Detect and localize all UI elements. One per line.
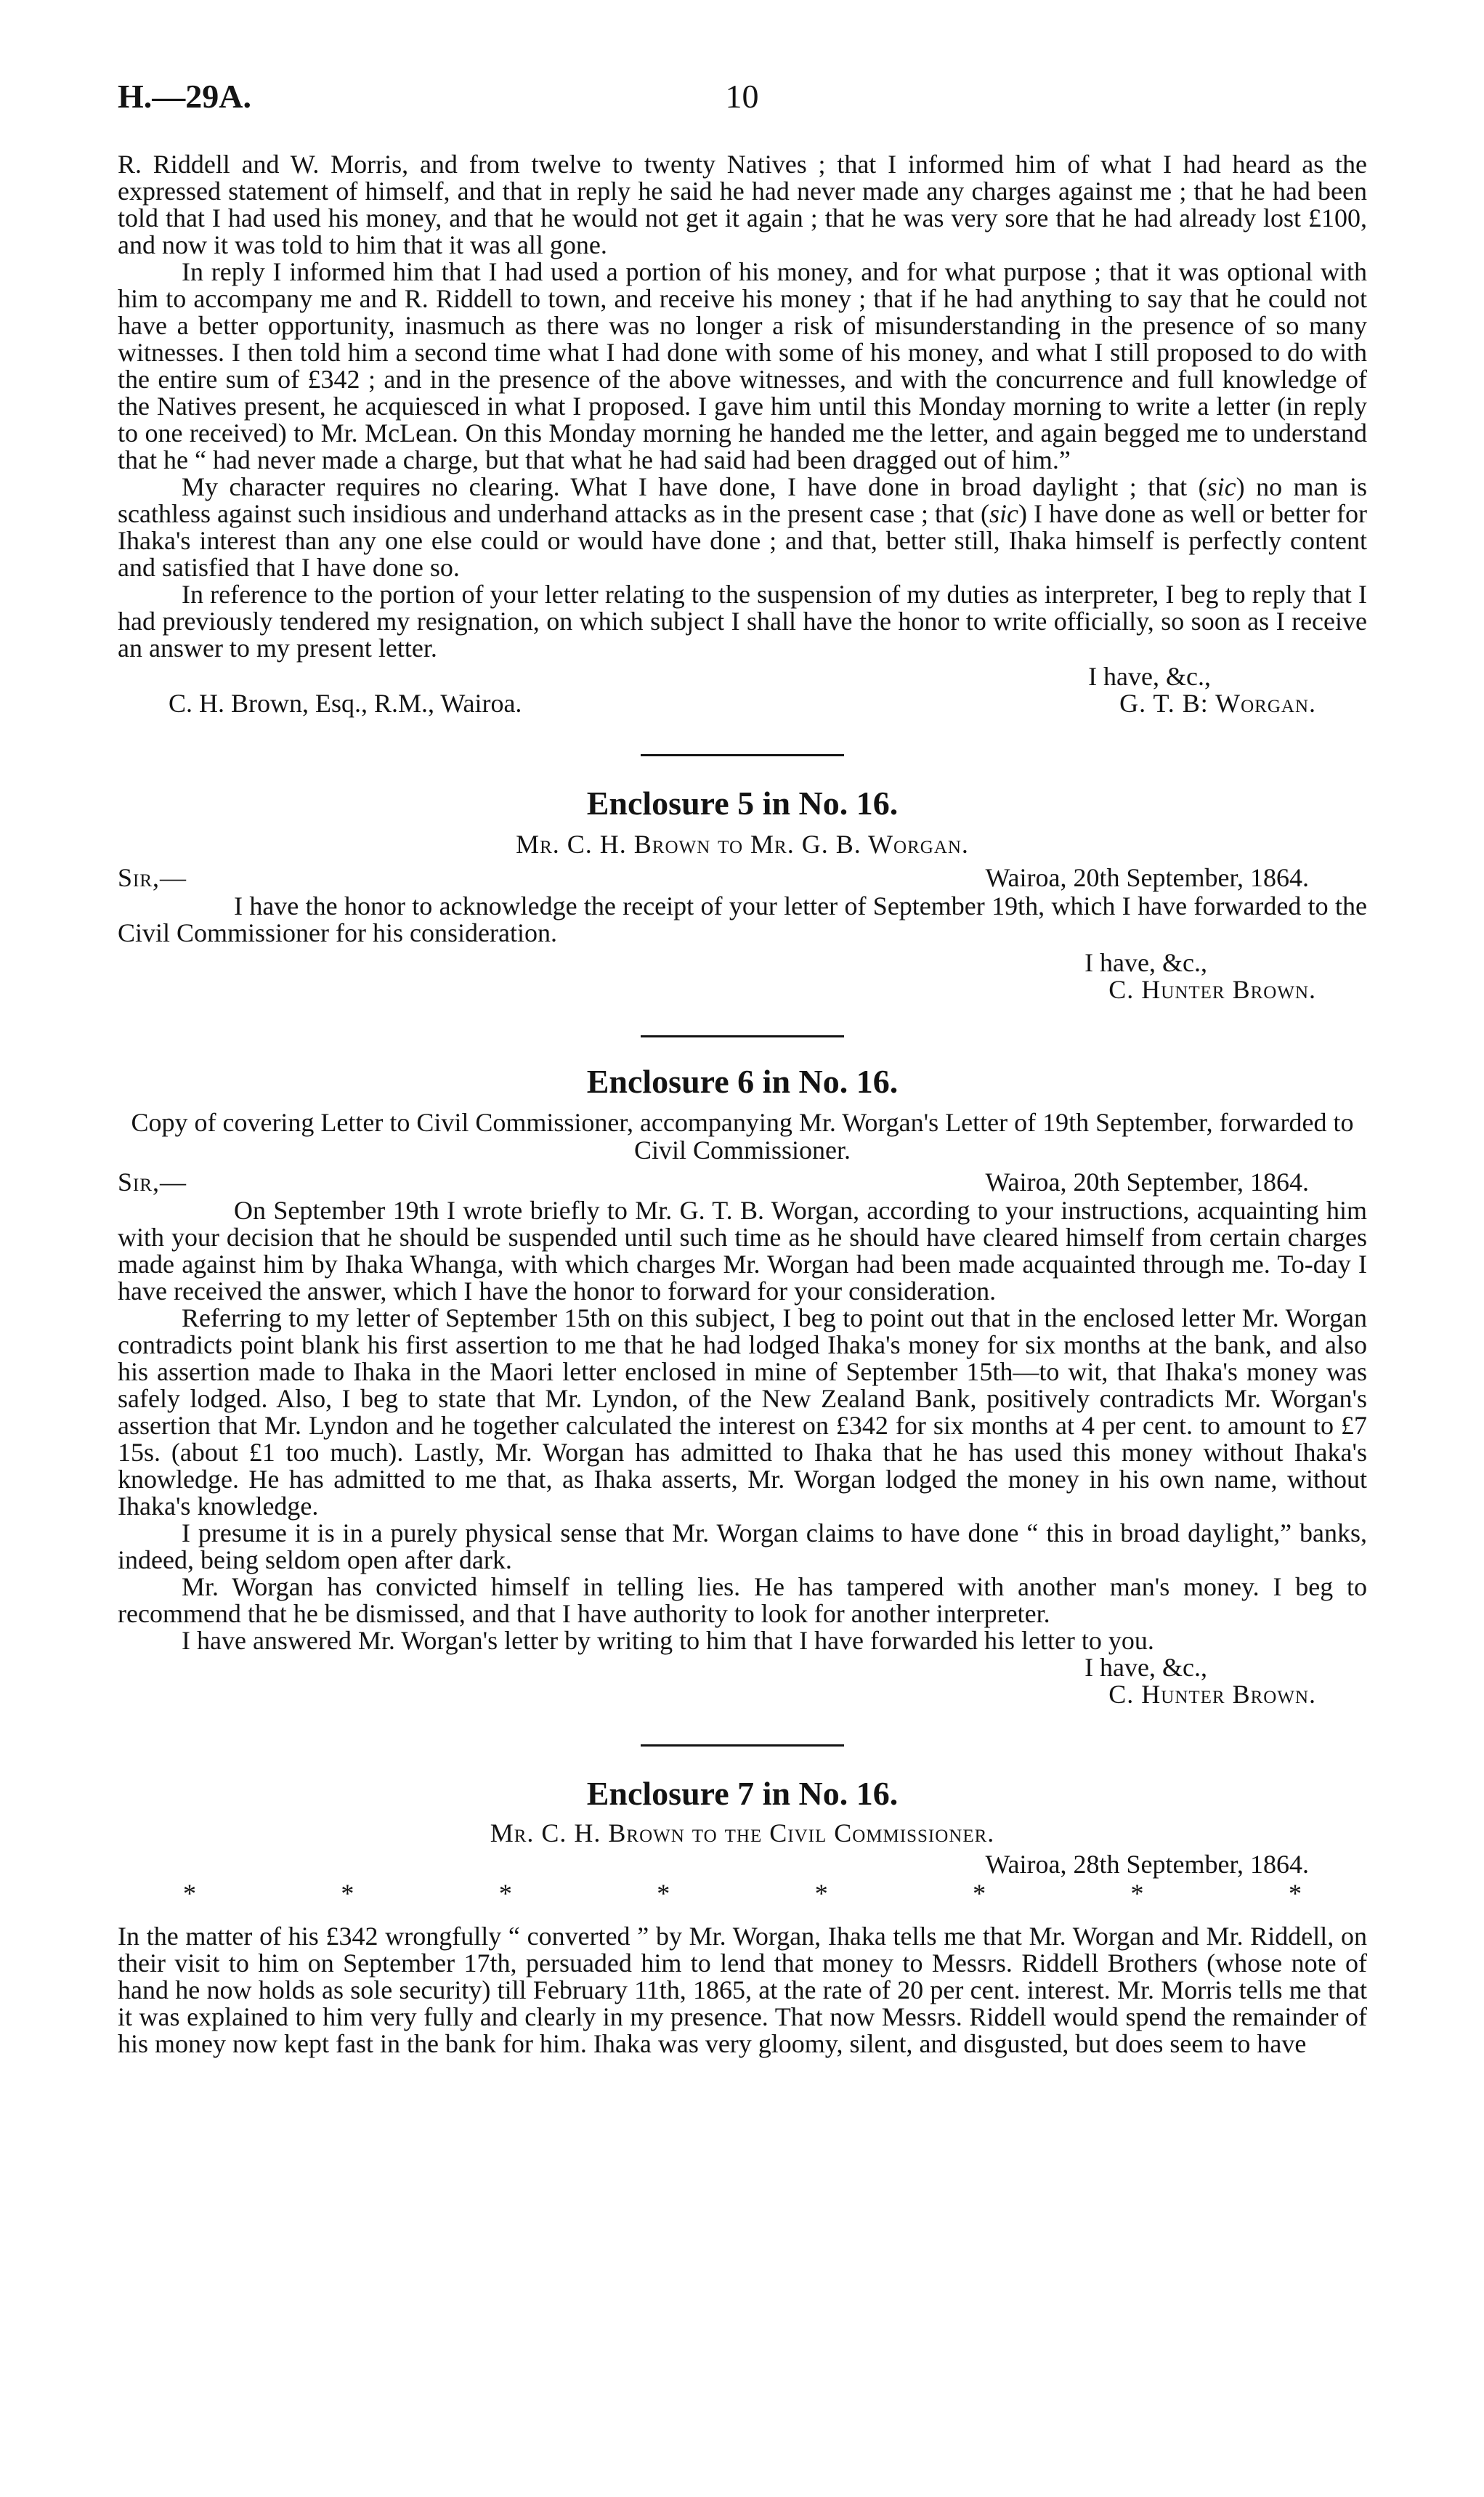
sic-note: sic bbox=[989, 499, 1019, 528]
salutation-row bbox=[118, 1168, 1367, 1197]
paragraph: In the matter of his £342 wrongfully “ converted ” by Mr. Worgan, Ihaka tells me that Mr. Worgan and Mr. Riddell, on their visit to him on September 17th, persuaded him to lend that money to Messrs. Riddell Brothers (whose note of hand he now holds as sole security) till February 11th, 1865, at the rate of 20 per cent. interest. Mr. Morris tells me that it was explained to him very fully and clearly in my presence. That now Messrs. Riddell would spend the remainder of his money now kept fast in the bank for him. Ihaka was very gloomy, silent, and disgusted, but does seem to have bbox=[118, 1922, 1367, 2058]
section-divider bbox=[641, 1744, 844, 1747]
star: * bbox=[1288, 1879, 1302, 1908]
paragraph: On September 19th I wrote briefly to Mr. G. T. B. Worgan, according to your instructions, acquainting him with your decision that he should be suspended until such time as he should have cleared himself from certain charges made against him by Ihaka Whanga, with which charges Mr. Worgan had been made acquainted through me. To-day I have received the answer, which I have the honor to forward for your consideration. bbox=[118, 1196, 1367, 1306]
paragraph: I have answered Mr. Worgan's letter by writing to him that I have forwarded his letter to you. bbox=[182, 1626, 1154, 1655]
star: * bbox=[657, 1879, 670, 1908]
signature: G. T. B: Worgan. bbox=[1119, 689, 1316, 718]
star: * bbox=[498, 1879, 512, 1908]
letter-date: Wairoa, 20th September, 1864. bbox=[985, 1167, 1309, 1197]
enclosure-subtitle: Copy of covering Letter to Civil Commissioner, accompanying Mr. Worgan's Letter of 19th September, forwarded to Civil Commissioner. bbox=[131, 1108, 1354, 1165]
closing: I have, &c., bbox=[1084, 948, 1207, 977]
salutation: Sir,— bbox=[118, 1167, 187, 1197]
letter-date: Wairoa, 28th September, 1864. bbox=[985, 1850, 1309, 1879]
signature: C. Hunter Brown. bbox=[1108, 1680, 1316, 1709]
sic-note: sic bbox=[1207, 472, 1236, 501]
running-header bbox=[118, 77, 1366, 121]
page-number: 10 bbox=[725, 78, 759, 115]
paragraph: In reference to the portion of your letter relating to the suspension of my duties as interpreter, I beg to reply that I had previously tendered my resignation, on which subject I shall have the honor to write officially, so soon as I receive an answer to my present letter. bbox=[118, 580, 1367, 663]
star: * bbox=[1130, 1879, 1144, 1908]
star: * bbox=[183, 1879, 196, 1908]
addressee: C. H. Brown, Esq., R.M., Wairoa. bbox=[169, 689, 522, 718]
worgan-letter-continuation bbox=[118, 151, 1367, 719]
paragraph: Referring to my letter of September 15th on this subject, I beg to point out that in the enclosed letter Mr. Worgan contradicts point blank his first assertion to me that he had lodged Ihaka's money for six months at the bank, and also his assertion made to Ihaka in the Maori letter enclosed in mine of September 15th—to wit, that Ihaka's money was safely lodged. Also, I beg to state that Mr. Lyndon, of the New Zealand Bank, positively contradicts Mr. Worgan's assertion that Mr. Lyndon and he together calculated the interest on £342 for six months at 4 per cent. to amount to £7 15s. (about £1 too much). Lastly, Mr. Worgan has admitted to Ihaka that he has used this money without Ihaka's knowledge. He has admitted to me that, as Ihaka asserts, Mr. Worgan lodged the money in his own name, without Ihaka's knowledge. bbox=[118, 1303, 1367, 1521]
enclosure-title: Enclosure 6 in No. 16. bbox=[586, 1063, 899, 1100]
star: * bbox=[973, 1879, 986, 1908]
star: * bbox=[341, 1879, 354, 1908]
text-run: ) I have done as well or better for Ihaka's interest than any one else could or would have done ; and that, better still, Ihaka himself is perfectly content and satisfied that I have done so. bbox=[118, 499, 1368, 582]
paragraph: R. Riddell and W. Morris, and from twelve to twenty Natives ; that I informed him of what I had heard as the expressed statement of himself, and that in reply he said he had never made any charges against me ; that he had been told that I had used his money, and that he would not get it again ; that he was very sore that he had already lost £100, and now it was told to him that it was all gone. bbox=[118, 150, 1367, 259]
closing: I have, &c., bbox=[1084, 1653, 1207, 1682]
salutation: Sir,— bbox=[118, 863, 187, 892]
paragraph: In reply I informed him that I had used a portion of his money, and for what purpose ; that it was optional with him to accompany me and R. Riddell to town, and receive his money ; that if he had anything to say that he could not have a better opportunity, inasmuch as there was no longer a risk of misunderstanding in the presence of so many witnesses. I then told him a second time what I had done with some of his money, and what I still proposed to do with the entire sum of £342 ; and in the presence of the above witnesses, and with the concurrence and full knowledge of the Natives present, he acquiesced in what I proposed. I gave him until this Monday morning to write a letter (in reply to one received) to Mr. McLean. On this Monday morning he handed me the letter, and again begged me to understand that he “ had never made a charge, but that what he had said had been dragged out of him.” bbox=[118, 257, 1367, 474]
paragraph: Mr. Worgan has convicted himself in telling lies. He has tampered with another man's money. I beg to recommend that he be dismissed, and that I have authority to look for another interpreter. bbox=[118, 1572, 1367, 1628]
document-reference: H.—29A. bbox=[118, 78, 251, 115]
text-run: My character requires no clearing. What I have done, I have done in broad daylight ; that ( bbox=[182, 472, 1207, 501]
enclosure-6 bbox=[118, 1064, 1367, 1708]
enclosure-subtitle: Mr. C. H. Brown to the Civil Commissioner. bbox=[490, 1818, 995, 1848]
page-body bbox=[118, 151, 1367, 2057]
paragraph: I have the honor to acknowledge the receipt of your letter of September 19th, which I have forwarded to the Civil Commissioner for his consideration. bbox=[118, 891, 1367, 947]
signature: C. Hunter Brown. bbox=[1108, 975, 1316, 1004]
enclosure-title: Enclosure 7 in No. 16. bbox=[586, 1775, 899, 1812]
text-run: ) no man is scathless against such insidious and underhand attacks as in the present case ; that ( bbox=[118, 472, 1367, 528]
section-divider bbox=[641, 754, 844, 756]
salutation-row bbox=[118, 864, 1367, 893]
enclosure-5 bbox=[118, 785, 1367, 1003]
enclosure-subtitle: Mr. C. H. Brown to Mr. G. B. Worgan. bbox=[516, 830, 969, 859]
section-divider bbox=[641, 1035, 844, 1037]
omission-stars bbox=[183, 1879, 1302, 1907]
enclosure-title: Enclosure 5 in No. 16. bbox=[586, 785, 899, 822]
star: * bbox=[814, 1879, 828, 1908]
paragraph: I presume it is in a purely physical sense that Mr. Worgan claims to have done “ this in broad daylight,” banks, indeed, being seldom open after dark. bbox=[118, 1518, 1367, 1574]
enclosure-7 bbox=[118, 1776, 1367, 2057]
closing: I have, &c., bbox=[1088, 662, 1211, 691]
letter-date: Wairoa, 20th September, 1864. bbox=[985, 863, 1309, 892]
paragraph bbox=[118, 474, 1367, 581]
signature-line bbox=[118, 690, 1367, 719]
